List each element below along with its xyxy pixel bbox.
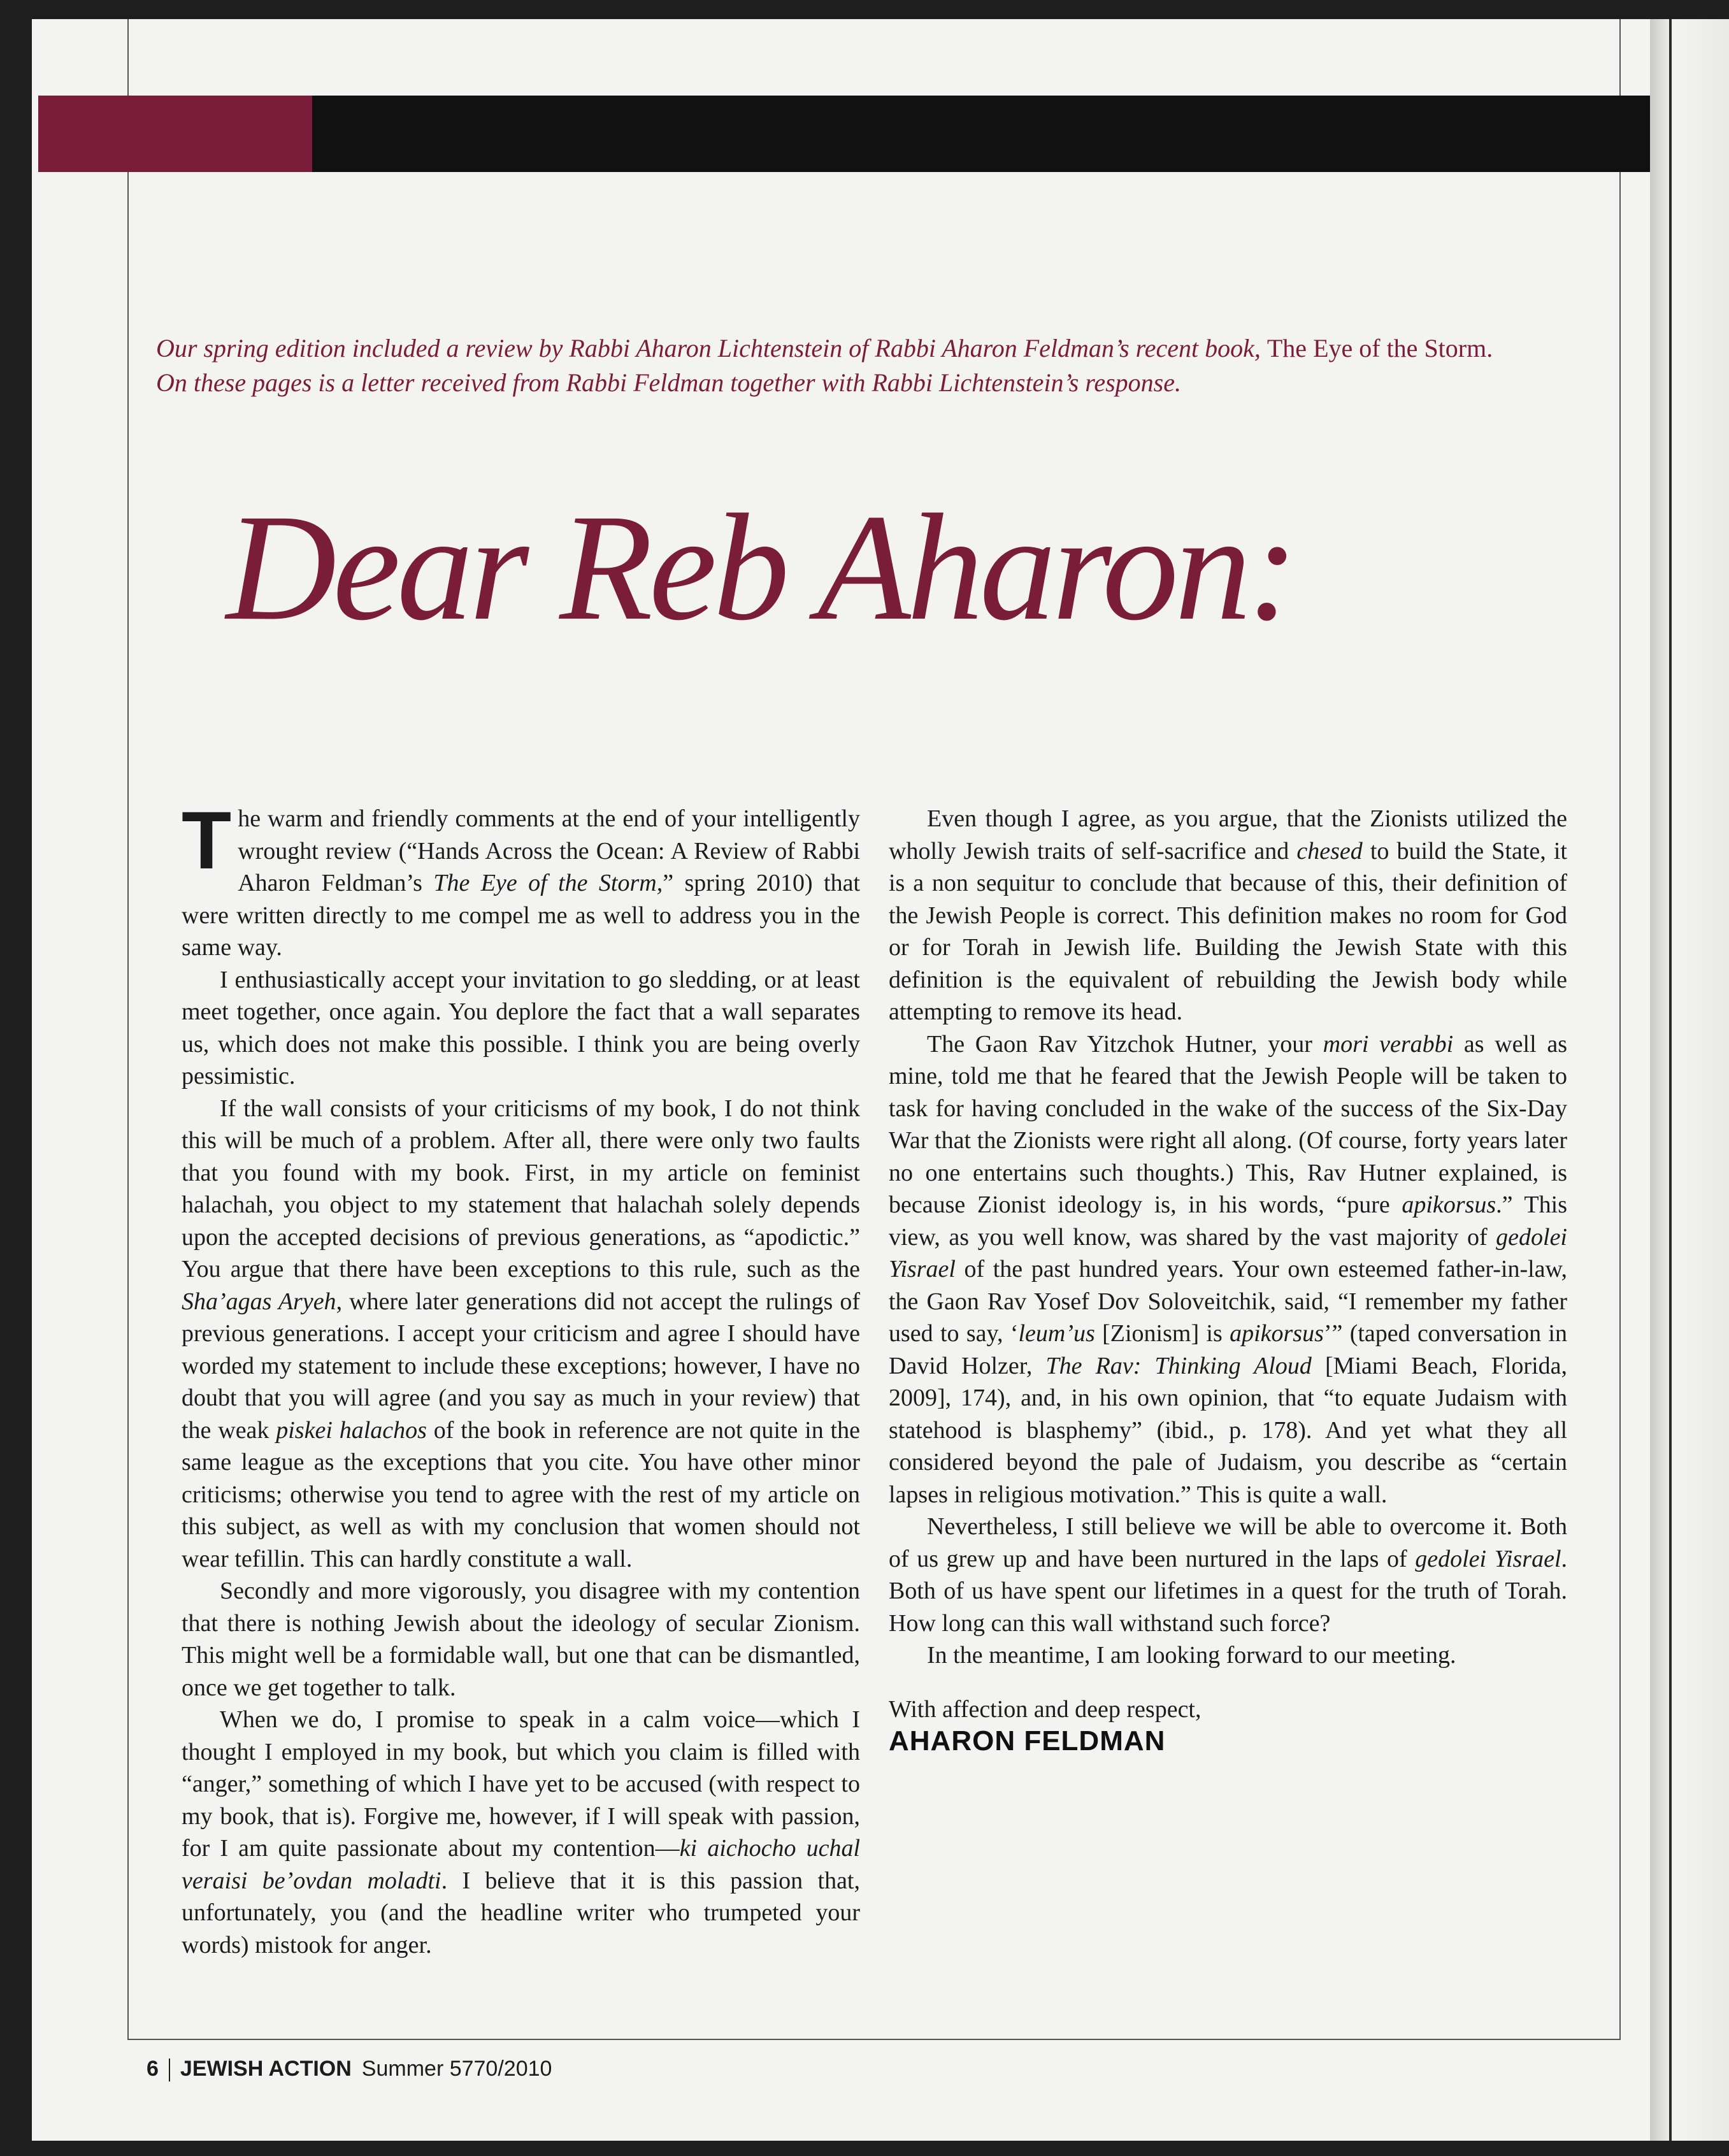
paragraph: Even though I agree, as you argue, that the Zionists utilized the wholly Jewish traits of self-sacrifice and chesed to build the State, it is a non sequitur to conclude that because of this, their definition of the Jewish People is correct. This definition makes no room for God or for Torah in Jewish life. Building the Jewish State with this definition is the equivalent of rebuilding the Jewish body while attempting to remove its head. [889, 805, 1567, 1025]
paragraph: The Gaon Rav Yitzchok Hutner, your mori verabbi as well as mine, told me that he feared that the Jewish People will be taken to task for having concluded in the wake of the success of the Six-Day War that the Zionists were right all along. (Of course, forty years later no one entertains such thoughts.) This, Rav Hutner explained, is because Zionist ideology is, in his words, “pure apikorsus.” This view, as you well know, was shared by the vast majority of gedolei Yisrael of the past hundred years. Your own esteemed father-in-law, the Gaon Rav Yosef Dov Soloveitchik, said, “I remember my father used to say, ‘leum’us [Zionism] is apikorsus’” (taped conversation in David Holzer, The Rav: Thinking Aloud [Miami Beach, Florida, 2009], 174), and, in his own opinion, that “to equate Judaism with statehood is blasphemy” (ibid., p. 178). And yet what they all considered beyond the pale of Judaism, you describe as “certain lapses in religious motivation.” This is quite a wall. [889, 1030, 1568, 1508]
facing-page-edge [1650, 19, 1729, 2141]
drop-cap: T [182, 795, 232, 886]
letter-column-left [182, 795, 861, 1961]
paragraph: If the wall consists of your criticisms of my book, I do not think this will be much of a problem. After all, there were only two faults that you found with my book. First, in my article on feminist halachah, you object to my statement that halachah solely depends upon the accepted decisions of previous generations, as “apodictic.” You argue that there have been exceptions to this rule, such as the Sha’agas Aryeh, where later generations did not accept the rulings of previous generations. I accept your criticism and agree I should have worded my statement to include these exceptions; however, I have no doubt that you will agree (and you say as much in your review) that the weak piskei halachos of the book in reference are not quite in the same league as the exceptions that you cite. You have other minor criticisms; otherwise you tend to agree with the rest of my article on this subject, as well as with my conclusion that women should not wear tefillin. This can hardly constitute a wall. [182, 1095, 860, 1572]
paragraph: I enthusiastically accept your invitation to go sledding, or at least meet together, once again. You deplore the fact that a wall separates us, which does not make this possible. I think you are being overly pessimistic. [182, 966, 860, 1089]
closing-line: With affection and deep respect, [889, 1695, 1202, 1723]
issue-date: Summer 5770/2010 [361, 2057, 552, 2081]
paragraph: In the meantime, I am looking forward to our meeting. [927, 1642, 1456, 1669]
paragraph: Secondly and more vigorously, you disagree with my contention that there is nothing Jewish about the ideology of secular Zionism. This might well be a formidable wall, but one that can be dismantled, once we get together to talk. [182, 1577, 860, 1701]
header-band-accent [38, 96, 312, 172]
header-band-dark [312, 96, 1650, 172]
signature: AHARON FELDMAN [889, 1725, 1166, 1757]
paragraph: When we do, I promise to speak in a calm voice—which I thought I employed in my book, but which you claim is filled with “anger,” something of which I have yet to be accused (with respect to my book, that is). Forgive me, however, if I will speak with passion, for I am quite passionate about my contention—ki aichocho uchal veraisi be’ovdan moladti. I believe that it is this passion that, unfortunately, you (and the headline writer who trumpeted your words) mistook for anger. [182, 1706, 861, 1958]
binding-line [1669, 19, 1672, 2141]
page-number: 6 [147, 2057, 159, 2081]
footer-divider [169, 2059, 170, 2081]
article-title: Dear Reb Aharon: [226, 482, 1295, 652]
paragraph: Nevertheless, I still believe we will be able to overcome it. Both of us grew up and have been nurtured in the laps of gedolei Yisrael. Both of us have spent our lifetimes in a quest for the truth of Torah. How long can this wall withstand such force? [889, 1513, 1567, 1637]
letter-column-right [889, 803, 1567, 1757]
book-title: The Eye of the Storm. [1266, 334, 1493, 363]
magazine-name: JEWISH ACTION [180, 2057, 352, 2081]
magazine-page [32, 19, 1650, 2141]
intro-blurb: Our spring edition included a review by Rabbi Aharon Lichtenstein of Rabbi Aharon Feldman’s recent book, The Eye of the Storm. On these pages is a letter received from Rabbi Feldman together with Rabbi Lichtenstein’s response. [156, 334, 1493, 397]
page-footer [147, 2057, 552, 2081]
paragraph: The warm and friendly comments at the end of your intelligently wrought review (“Hands Across the Ocean: A Review of Rabbi Aharon Feldman’s The Eye of the Storm,” spring 2010) that were written directly to me compel me as well to address you in the same way. [182, 795, 860, 961]
